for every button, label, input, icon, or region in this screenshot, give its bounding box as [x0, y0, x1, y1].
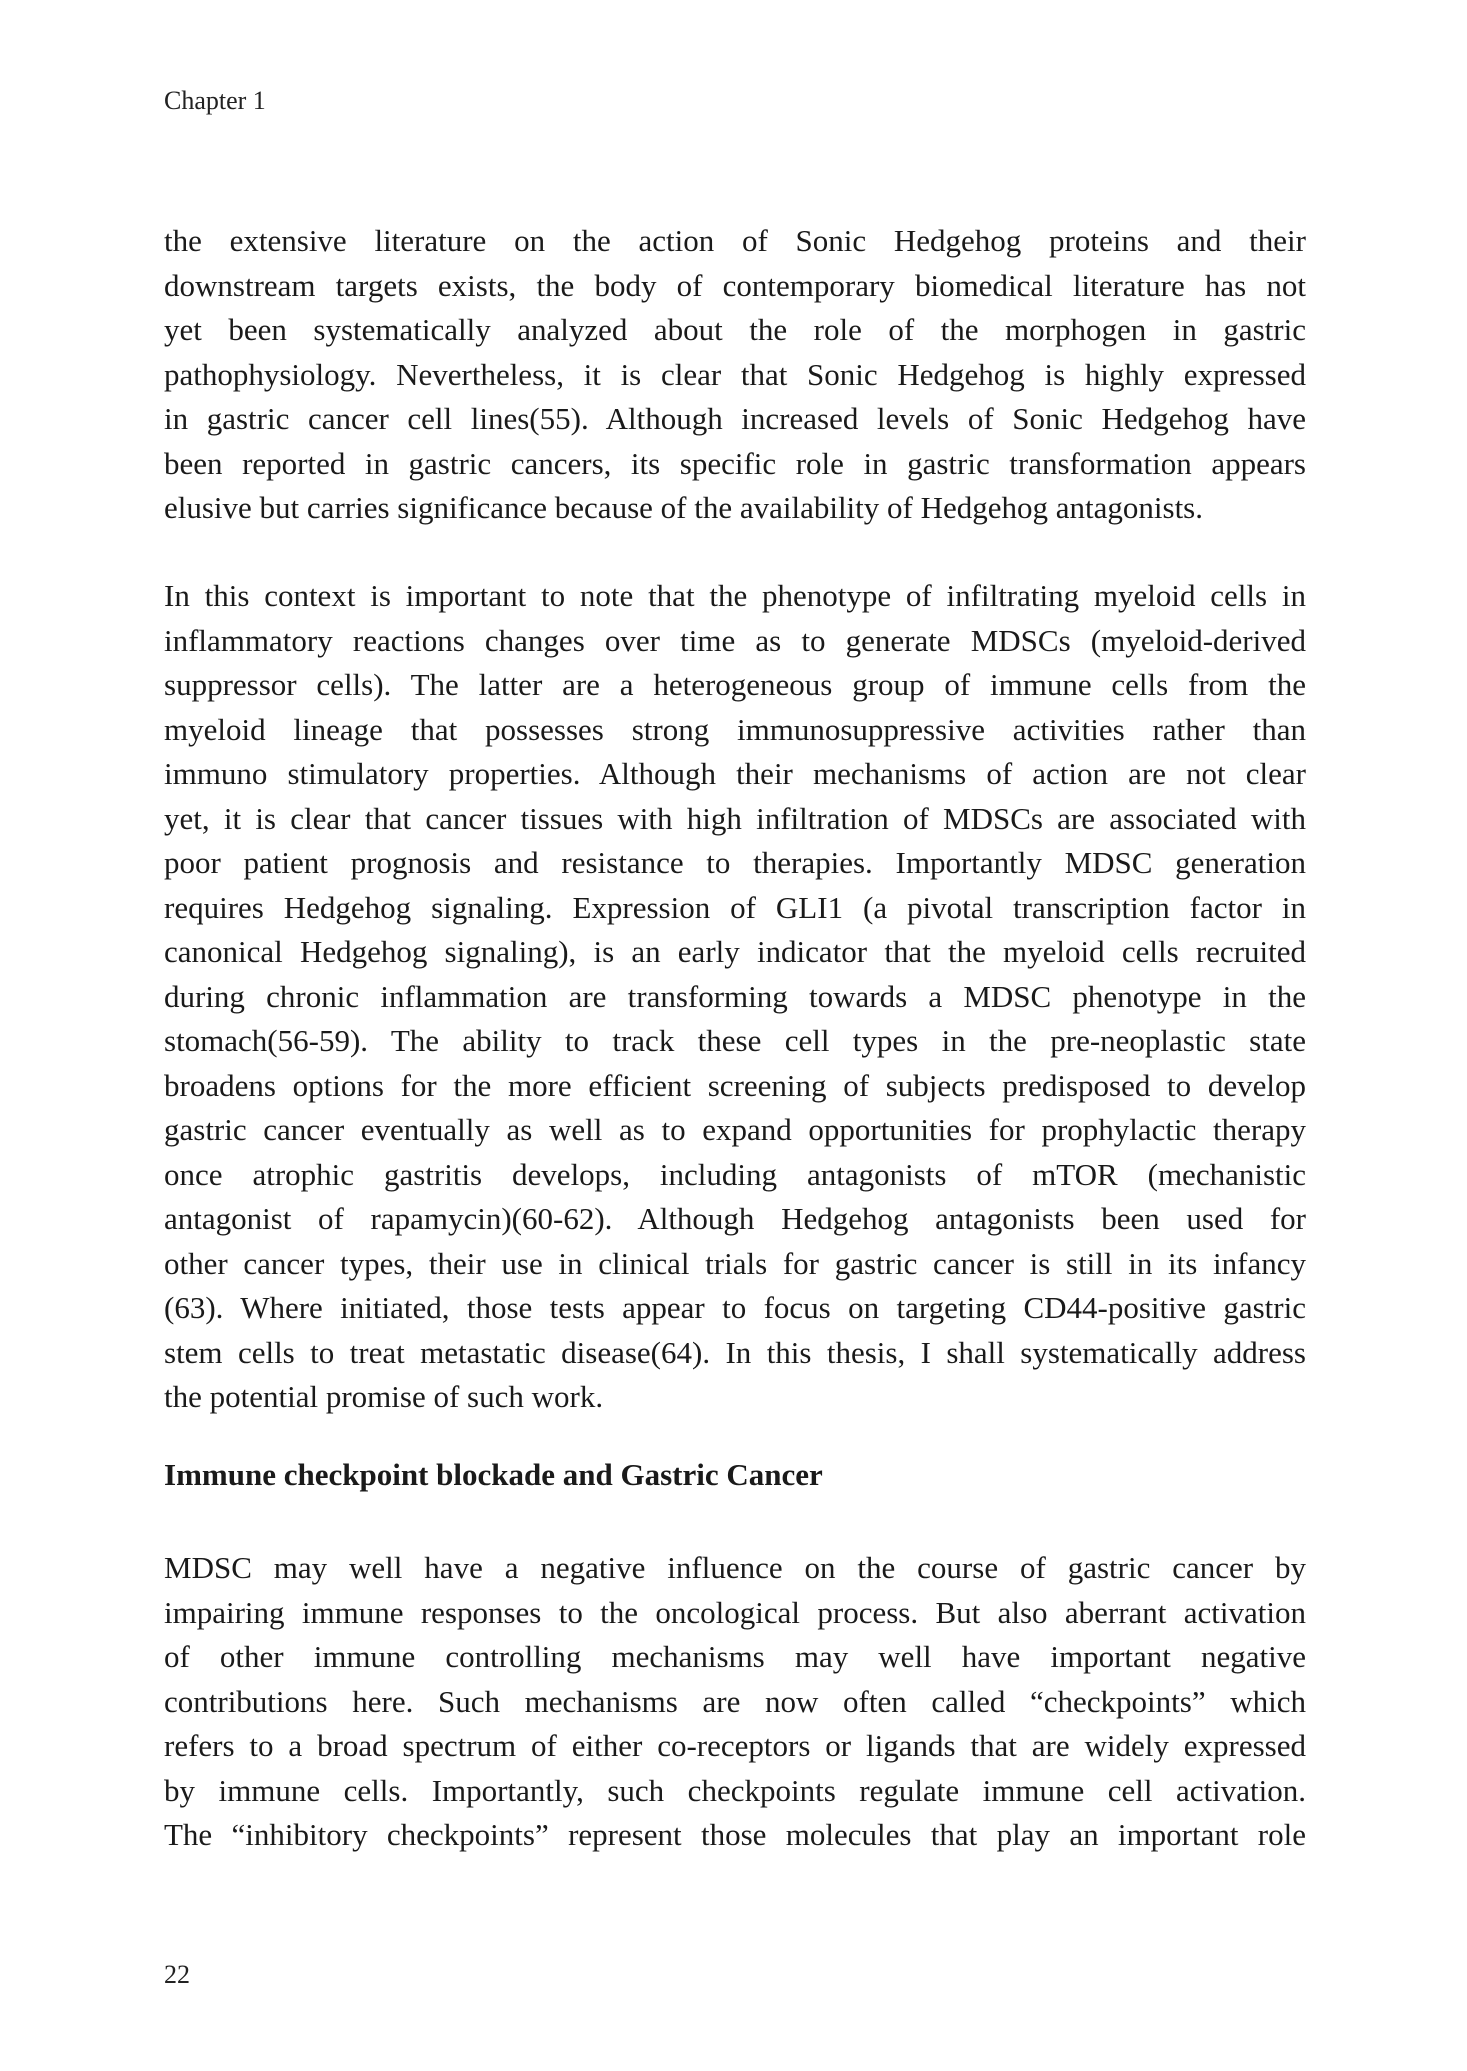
- text-line: refers to a broad spectrum of either co-receptors or ligands that are widely expressed: [164, 1728, 1306, 1763]
- text-line: by immune cells. Importantly, such checkpoints regulate immune cell activation.: [164, 1772, 1306, 1808]
- text-line: pathophysiology. Nevertheless, it is clear that Sonic Hedgehog is highly expressed: [164, 356, 1306, 392]
- section-heading: Immune checkpoint blockade and Gastric Cancer: [164, 1457, 823, 1492]
- text-line: yet been systematically analyzed about the role of the morphogen in gastric: [164, 312, 1306, 347]
- text-line: impairing immune responses to the oncological process. But also aberrant activation: [164, 1594, 1306, 1630]
- text-line: MDSC may well have a negative influence on the course of gastric cancer by: [164, 1550, 1306, 1585]
- text-line: contributions here. Such mechanisms are now often called “checkpoints” which: [164, 1683, 1306, 1719]
- paragraph-2: [164, 574, 1306, 1420]
- text-line: immuno stimulatory properties. Although their mechanisms of action are not clear: [164, 756, 1306, 791]
- text-line: suppressor cells). The latter are a heterogeneous group of immune cells from the: [164, 667, 1306, 702]
- text-line: once atrophic gastritis develops, including antagonists of mTOR (mechanistic: [164, 1156, 1306, 1192]
- text-line: broadens options for the more efficient screening of subjects predisposed to develop: [164, 1067, 1306, 1103]
- text-line: inflammatory reactions changes over time as to generate MDSCs (myeloid-derived: [164, 622, 1306, 658]
- text-line: stomach(56-59). The ability to track these cell types in the pre-neoplastic state: [164, 1023, 1306, 1058]
- paragraph-3: [164, 1546, 1306, 1858]
- text-line: poor patient prognosis and resistance to therapies. Importantly MDSC generation: [164, 845, 1306, 880]
- text-line: (63). Where initiated, those tests appear to focus on targeting CD44-positive gastric: [164, 1290, 1306, 1325]
- text-line: In this context is important to note that the phenotype of infiltrating myeloid cells in: [164, 578, 1306, 613]
- text-line: myeloid lineage that possesses strong immunosuppressive activities rather than: [164, 711, 1306, 747]
- page-number: 22: [164, 1960, 190, 1989]
- text-line: other cancer types, their use in clinical trials for gastric cancer is still in its infancy: [164, 1245, 1306, 1281]
- running-header: Chapter 1: [164, 86, 266, 115]
- paragraph-1: [164, 219, 1306, 531]
- text-line: the extensive literature on the action of Sonic Hedgehog proteins and their: [164, 223, 1306, 258]
- text-line: The “inhibitory checkpoints” represent those molecules that play an important role: [164, 1817, 1306, 1852]
- text-line: in gastric cancer cell lines(55). Although increased levels of Sonic Hedgehog have: [164, 401, 1306, 436]
- text-line: canonical Hedgehog signaling), is an early indicator that the myeloid cells recruited: [164, 934, 1306, 969]
- text-line: antagonist of rapamycin)(60-62). Although Hedgehog antagonists been used for: [164, 1201, 1306, 1236]
- text-line: elusive but carries significance because of the availability of Hedgehog antagonists.: [164, 490, 1203, 525]
- text-line: gastric cancer eventually as well as to expand opportunities for prophylactic therapy: [164, 1112, 1306, 1147]
- text-line: been reported in gastric cancers, its specific role in gastric transformation appears: [164, 445, 1306, 481]
- text-line: downstream targets exists, the body of contemporary biomedical literature has not: [164, 267, 1306, 303]
- text-line: requires Hedgehog signaling. Expression of GLI1 (a pivotal transcription factor in: [164, 889, 1306, 925]
- text-line: stem cells to treat metastatic disease(64). In this thesis, I shall systematically address: [164, 1334, 1306, 1370]
- text-line: of other immune controlling mechanisms may well have important negative: [164, 1639, 1306, 1674]
- text-line: the potential promise of such work.: [164, 1379, 604, 1414]
- text-line: yet, it is clear that cancer tissues with high infiltration of MDSCs are associated with: [164, 800, 1306, 836]
- text-line: during chronic inflammation are transforming towards a MDSC phenotype in the: [164, 978, 1306, 1014]
